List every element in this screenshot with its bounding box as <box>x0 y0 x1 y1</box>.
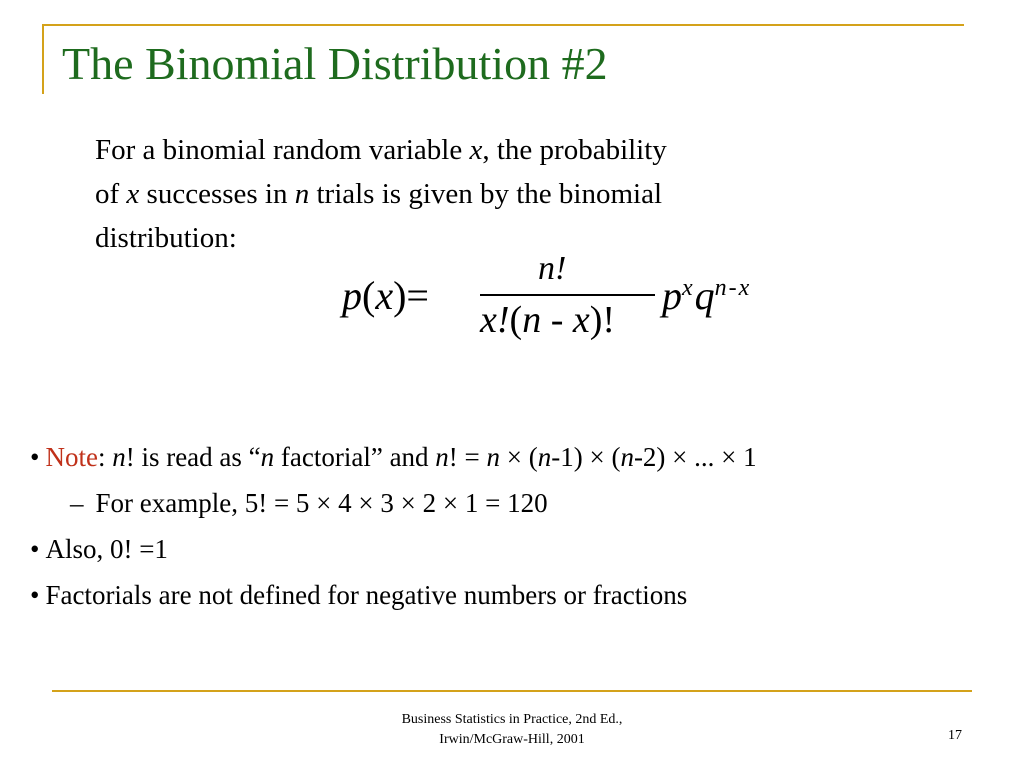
sub-bullet-example <box>30 480 1020 526</box>
rhs-q: q <box>694 273 715 318</box>
note-text: ! = <box>448 442 487 472</box>
note-text: -2) × ... × 1 <box>633 442 757 472</box>
formula-denominator <box>480 298 615 342</box>
var-n: n <box>486 442 501 472</box>
footer-line-2: Irwin/McGraw-Hill, 2001 <box>439 732 585 747</box>
bullet-also <box>30 526 1020 572</box>
den-minus: - <box>541 299 573 341</box>
note-text: factorial” and <box>274 442 436 472</box>
formula-paren-open: ( <box>362 273 376 318</box>
top-rule <box>42 24 964 26</box>
rhs-p-exponent: x <box>682 275 695 301</box>
bullet-note <box>30 434 1020 480</box>
bullet-icon: • <box>30 580 40 610</box>
den-x: x <box>572 299 590 341</box>
also-text: Also, 0! =1 <box>45 534 168 564</box>
footer-citation <box>372 710 652 750</box>
example-text: For example, 5! = 5 × 4 × 3 × 2 × 1 = 120 <box>95 488 548 518</box>
var-x: x <box>469 134 483 166</box>
factorials-text: Factorials are not defined for negative numbers or fractions <box>45 580 688 610</box>
note-label: Note <box>45 442 98 472</box>
page-number: 17 <box>948 728 962 743</box>
bottom-rule <box>52 690 972 692</box>
intro-text-1: For a binomial random variable <box>95 134 470 166</box>
den-n: n <box>522 299 542 341</box>
note-colon: : <box>97 442 113 472</box>
var-n: n <box>112 442 126 472</box>
intro-paragraph <box>95 128 835 260</box>
bullet-factorials <box>30 572 1020 618</box>
formula-x: x <box>375 273 394 318</box>
footer-line-1: Business Statistics in Practice, 2nd Ed., <box>401 712 623 727</box>
note-text: ! is read as “ <box>125 442 261 472</box>
formula-paren-close: ) <box>393 273 407 318</box>
slide-title: The Binomial Distribution #2 <box>62 38 608 89</box>
den-paren-open: ( <box>509 299 523 341</box>
formula-equals: = <box>406 273 429 318</box>
rhs-p: p <box>662 273 682 318</box>
binomial-formula <box>340 250 820 350</box>
note-text: -1) × ( <box>551 442 621 472</box>
bullet-list <box>30 434 1020 618</box>
formula-lhs <box>342 272 429 319</box>
den-paren-close: ) <box>589 299 603 341</box>
den-factorial: ! <box>602 299 616 341</box>
bullet-icon: • <box>30 534 40 564</box>
var-n: n <box>537 442 552 472</box>
dash-icon: – <box>70 488 84 518</box>
formula-p: p <box>342 273 362 318</box>
rhs-q-exponent: n-x <box>714 275 752 301</box>
note-text: × ( <box>500 442 538 472</box>
intro-text-5: trials is given by the binomial <box>309 178 663 210</box>
var-n: n <box>435 442 449 472</box>
intro-text-3: of <box>95 178 127 210</box>
var-x: x <box>126 178 140 210</box>
intro-text-4: successes in <box>139 178 295 210</box>
formula-numerator: n! <box>538 250 567 287</box>
den-x-factorial: x! <box>480 299 510 341</box>
intro-text-2: , the probability <box>482 134 667 166</box>
fraction-bar <box>480 294 655 296</box>
left-rule <box>42 24 44 94</box>
intro-text-6: distribution: <box>95 222 237 254</box>
var-n: n <box>260 442 275 472</box>
var-n: n <box>294 178 310 210</box>
bullet-icon: • <box>30 442 40 472</box>
var-n: n <box>620 442 634 472</box>
formula-rhs <box>662 272 751 319</box>
